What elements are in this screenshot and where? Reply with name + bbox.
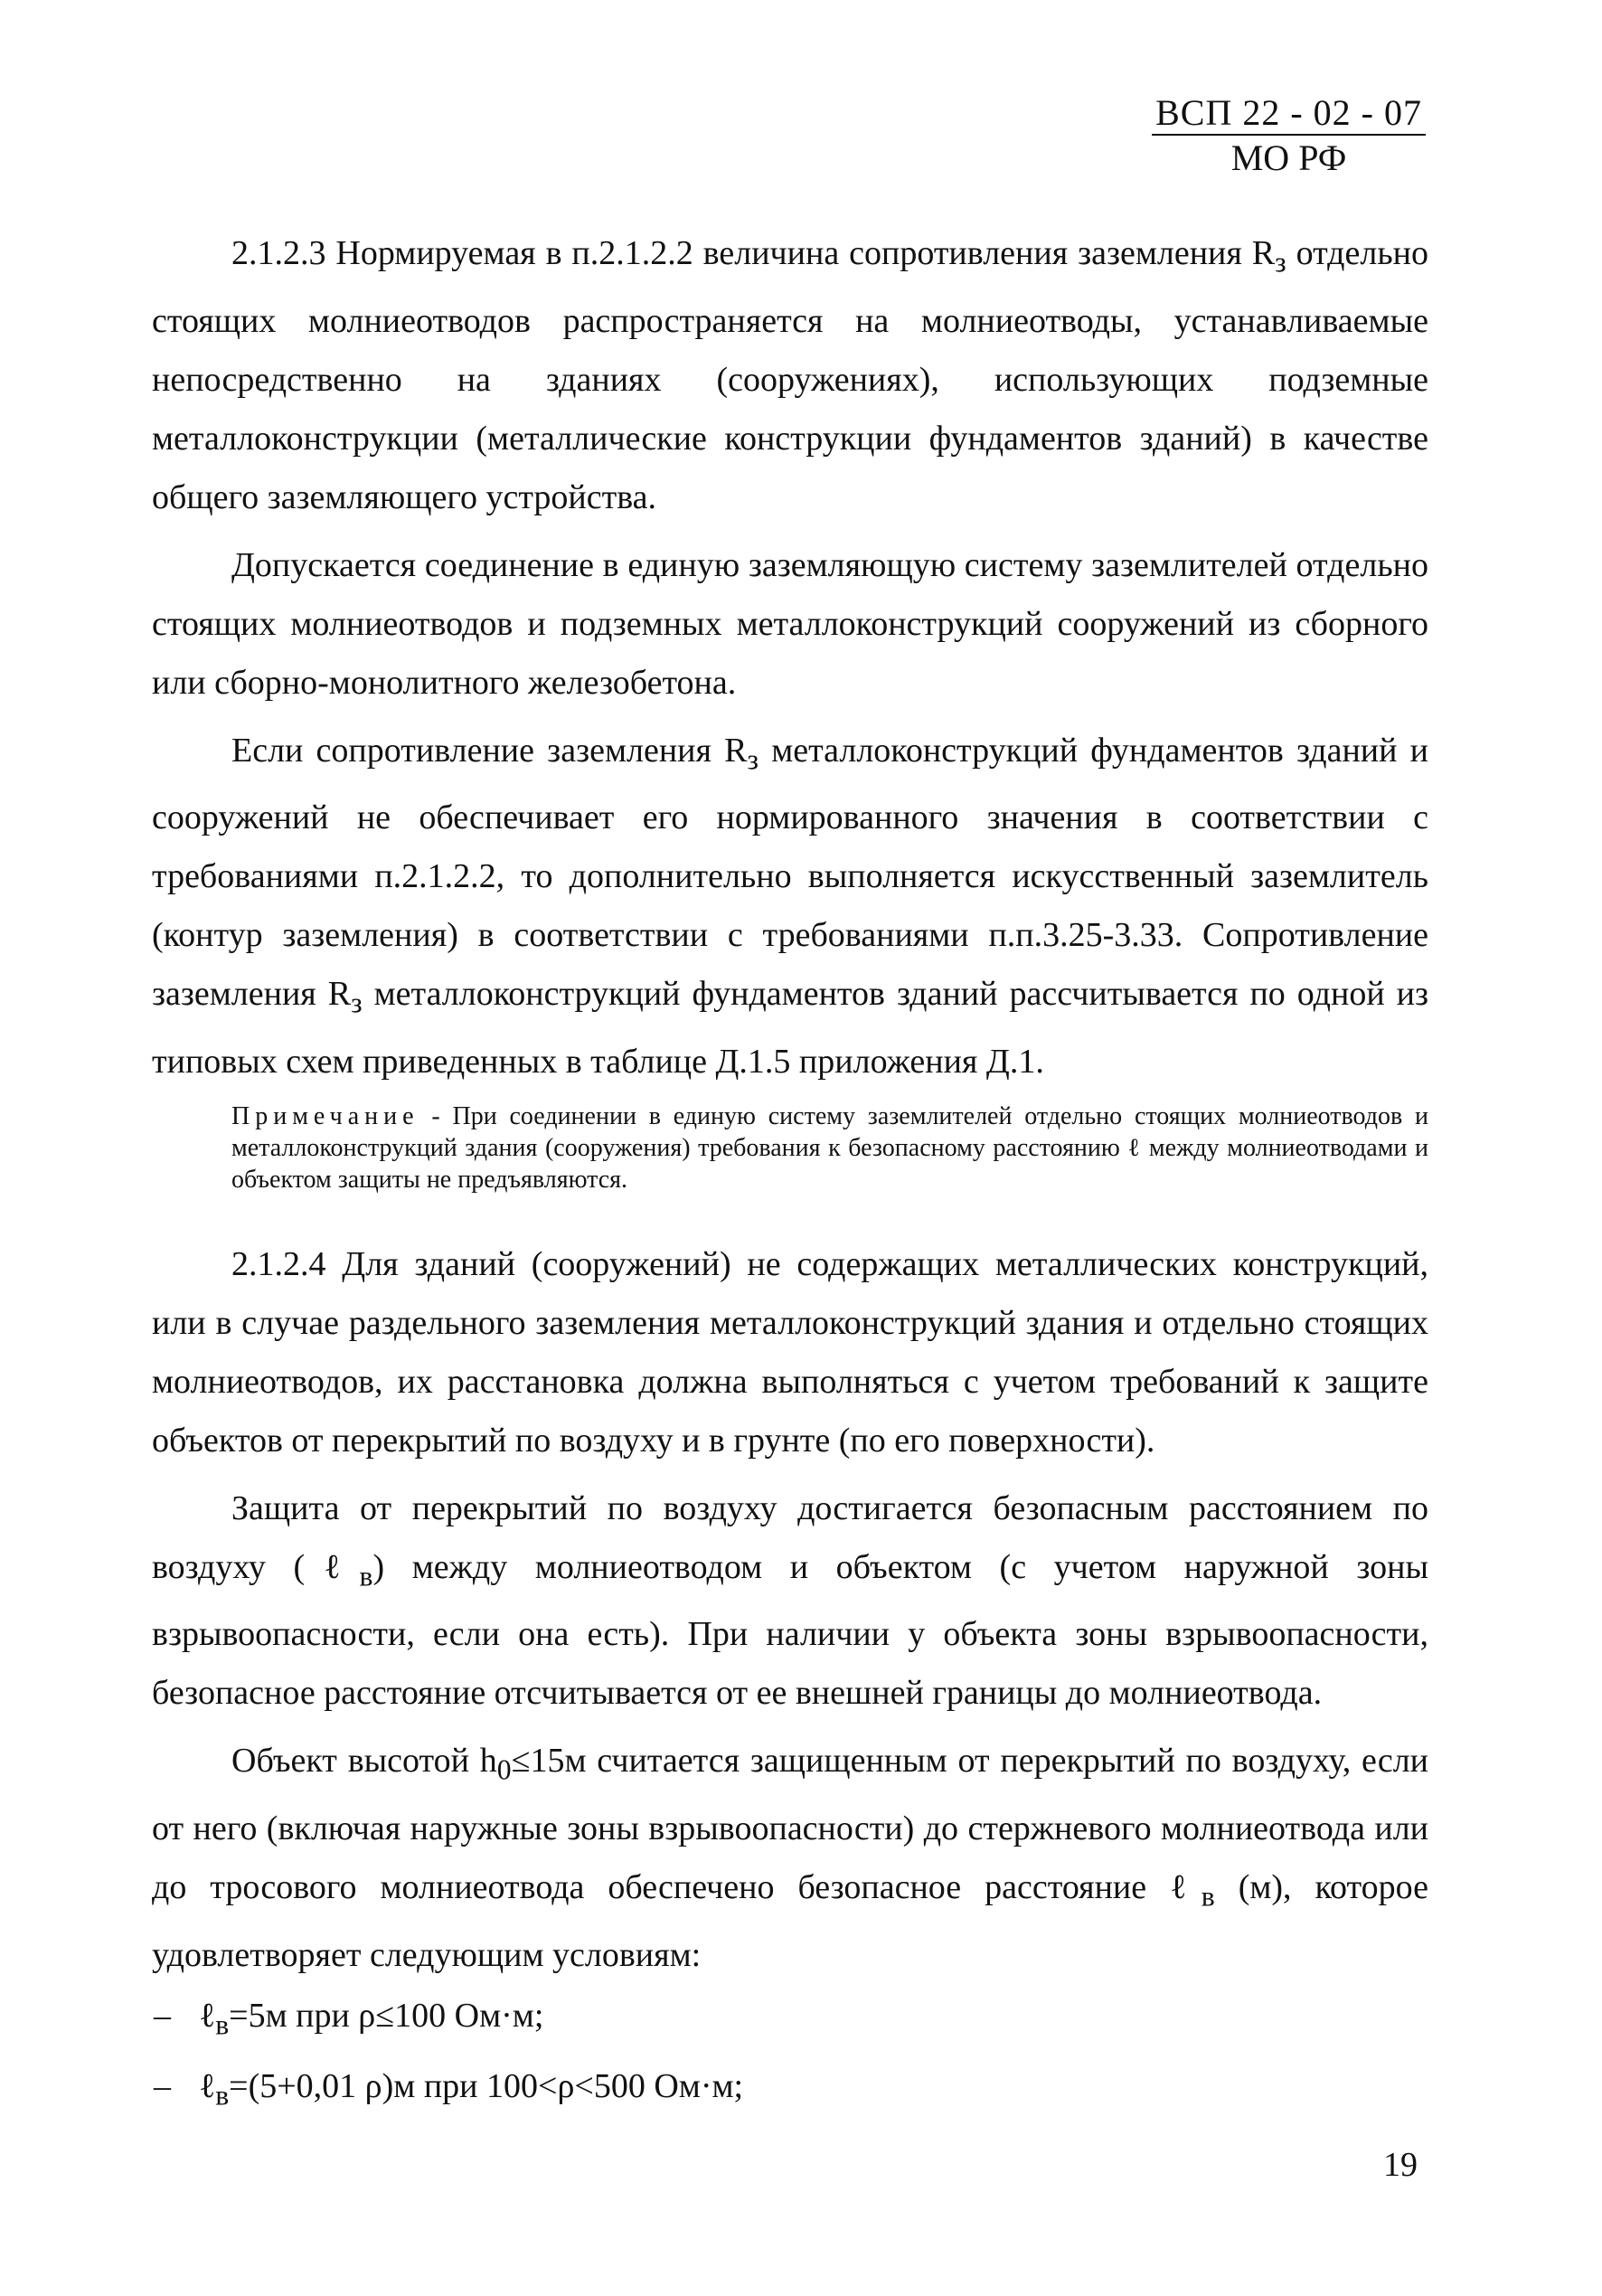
paragraph-air-protection: Защита от перекрытий по воздуху достигается безопасным расстоянием по воздуху (ℓ$_в$) между молниеотводом и объектом (с учетом наружной зоны взрывоопасности, если она есть). При наличии у объекта зоны взрывоопасности, безопасное расстояние отсчитывается от ее внешней границы до молниеотвода. [152,1488,1428,1713]
list-dash: – [154,1996,171,2035]
note-text: - При соединении в единую систему заземлителей отдельно стоящих молниеотводов и металлоконструкций здания (сооружения) требования к безопасному расстоянию ℓ между молниеотводами и объектом защиты не предъявляются. [231,1101,1429,1194]
conditions-list [152,1985,1428,2127]
note [152,1101,1428,1195]
page-number: 19 [1383,2146,1418,2184]
paragraph-combined-grounding: Допускается соединение в единую заземляющую систему заземлителей отдельно стоящих молниеотводов и подземных металлоконструкций сооружений из сборного или сборно-монолитного железобетона. [152,545,1428,702]
list-dash: – [154,2067,171,2106]
paragraph-2-1-2-3: 2.1.2.3 Нормируемая в п.2.1.2.2 величина сопротивления заземления $R_з$ отдельно стоящих молниеотводов распространяется на молниеотводы, устанавливаемые непосредственно на зданиях (сооружениях), использующих подземные металлоконструкции (металлические конструкции фундаментов зданий) в качестве общего заземляющего устройства. [152,234,1429,516]
note-label: Примечание [231,1101,419,1130]
list-item-text: ℓ$_в$=(5+0,01 ρ)м при 100<ρ<500 Ом·м; [199,2067,744,2112]
document-code: ВСП 22 - 02 - 07 [1152,92,1426,136]
document-body [152,224,1428,2127]
document-header [1152,92,1426,179]
list-item [152,1985,1428,2056]
paragraph-height-condition: Объект высотой $h_0\le 15м$ считается защищенным от перекрытий по воздуху, если от него (включая наружные зоны взрывоопасности) до стержневого молниеотвода или до тросового молниеотвода обеспечено безопасное расстояние ℓ$_в$ (м), которое удовлетворяет следующим условиям: [152,1742,1428,1974]
paragraph-2-1-2-4: 2.1.2.4 Для зданий (сооружений) не содержащих металлических конструкций, или в случае раздельного заземления металлоконструкций здания и отдельно стоящих молниеотводов, их расстановка должна выполняться с учетом требований к защите объектов от перекрытий по воздуху и в грунте (по его поверхности). [152,1244,1428,1460]
list-item-text: ℓ$_в$=5м при ρ≤100 Ом·м; [199,1996,544,2041]
list-item [152,2055,1428,2127]
document-organization: МО РФ [1230,137,1347,178]
paragraph-grounding-resistance: Если сопротивление заземления $R_з$ металлоконструкций фундаментов зданий и сооружений не обеспечивает его нормированного значения в соответствии с требованиями п.2.1.2.2, то дополнительно выполняется искусственный заземлитель (контур заземления) в соответствии с требованиями п.п.3.25-3.33. Сопротивление заземления $R_з$ металлоконструкций фундаментов зданий рассчитывается по одной из типовых схем приведенных в таблице Д.1.5 приложения Д.1. [152,731,1428,1081]
